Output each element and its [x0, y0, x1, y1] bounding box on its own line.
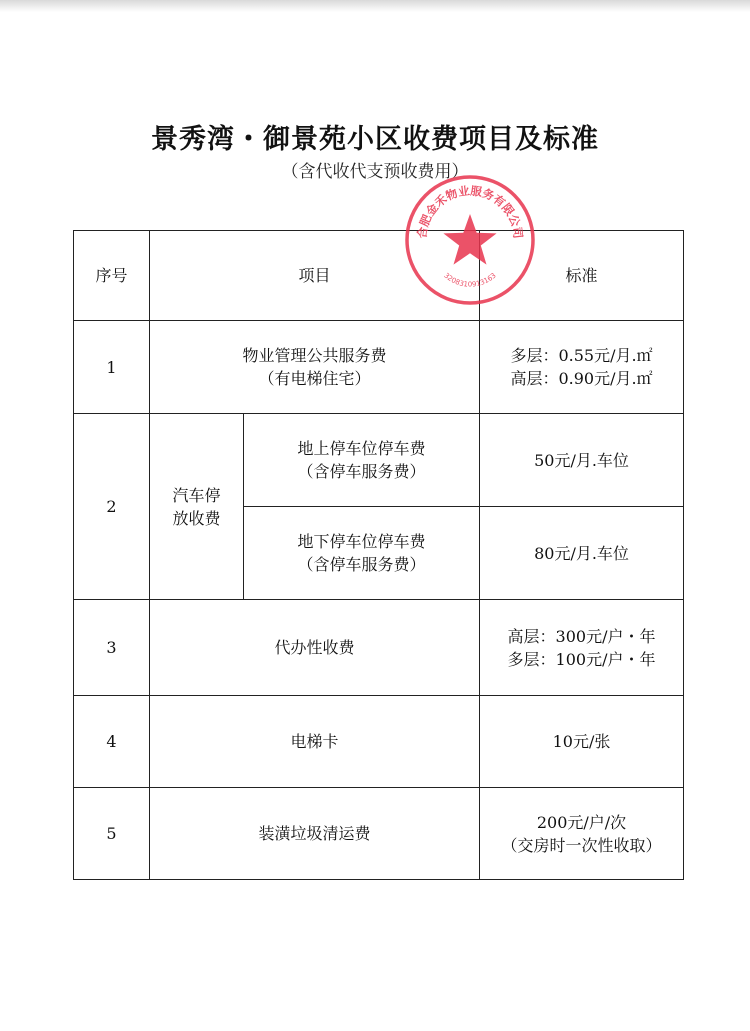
- row-category: [150, 414, 244, 600]
- item-line: 物业管理公共服务费: [242, 346, 387, 365]
- document-title: 景秀湾・御景苑小区收费项目及标准: [151, 124, 599, 155]
- scan-top-edge: [0, 0, 750, 12]
- table-row: [74, 600, 684, 696]
- row-no: 4: [74, 696, 150, 788]
- row-sub-item: [244, 414, 480, 507]
- table-row: [74, 788, 684, 880]
- standard-line: 200元/户/次: [536, 812, 627, 832]
- row-standard: [480, 788, 684, 880]
- table-row: [74, 696, 684, 788]
- category-line: 放收费: [172, 508, 221, 528]
- header-item: 项目: [150, 231, 480, 321]
- seal-text: 合肥金禾物业服务有限公司: [414, 183, 526, 240]
- item-line: 地下停车位停车费: [297, 532, 426, 551]
- row-item: [150, 321, 480, 414]
- standard-line: 多层：0.55元/月.㎡: [510, 346, 653, 365]
- row-standard: [480, 600, 684, 696]
- row-sub-item: [244, 507, 480, 600]
- table-header-row: [74, 231, 684, 321]
- header-standard: 标准: [480, 231, 684, 321]
- row-no: 5: [74, 788, 150, 880]
- seal-number: 3208310913163: [442, 271, 498, 289]
- header-no: 序号: [74, 231, 150, 321]
- row-item: 代办性收费: [150, 600, 480, 696]
- standard-line: 高层：300元/户・年: [507, 626, 656, 646]
- document-subtitle: （含代收代支预收费用）: [281, 162, 469, 182]
- table-row: [74, 321, 684, 414]
- row-item: 装潢垃圾清运费: [150, 788, 480, 880]
- row-no: 2: [74, 414, 150, 600]
- table-row: [74, 414, 684, 507]
- row-standard: 80元/月.车位: [480, 507, 684, 600]
- standard-line: 高层：0.90元/月.㎡: [510, 369, 653, 388]
- item-line: （含停车服务费）: [297, 555, 426, 574]
- row-standard: 10元/张: [480, 696, 684, 788]
- row-standard: 50元/月.车位: [480, 414, 684, 507]
- row-no: 1: [74, 321, 150, 414]
- row-no: 3: [74, 600, 150, 696]
- category-line: 汽车停: [172, 485, 221, 505]
- standard-line: 多层：100元/户・年: [507, 649, 656, 669]
- fee-table: [73, 230, 684, 880]
- item-line: （有电梯住宅）: [258, 369, 371, 388]
- standard-line: （交房时一次性收取）: [501, 835, 662, 855]
- row-item: 电梯卡: [150, 696, 480, 788]
- row-standard: [480, 321, 684, 414]
- item-line: 地上停车位停车费: [297, 439, 426, 458]
- item-line: （含停车服务费）: [297, 462, 426, 481]
